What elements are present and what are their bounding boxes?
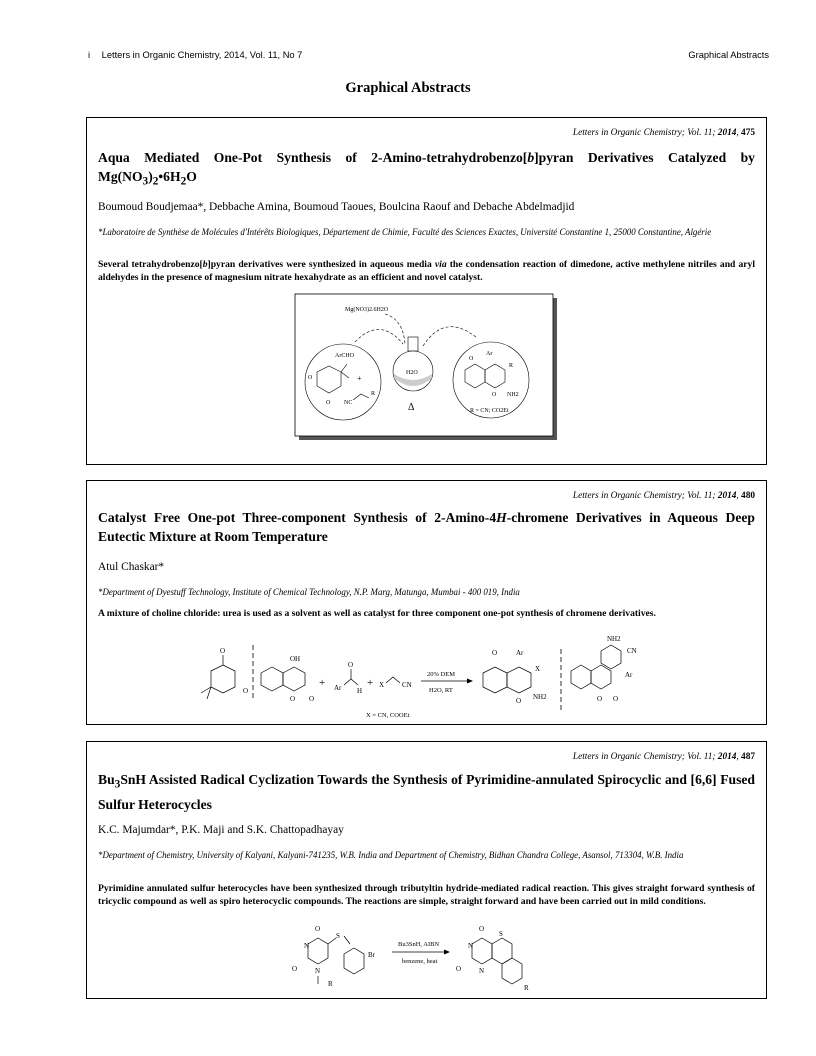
conditions-top: 20% DEM [427, 671, 455, 678]
product2-ring-b [591, 665, 611, 689]
aldehyde-label: ArCHO [335, 353, 354, 359]
product-n1: N [468, 942, 474, 950]
nitrile-cn: CN [402, 681, 412, 689]
citation-page[interactable]: 487 [741, 752, 755, 762]
citation-page[interactable]: 480 [741, 491, 755, 501]
product-ring-a [483, 667, 507, 693]
section-name: Graphical Abstracts [688, 50, 769, 60]
citation-year: 2014 [717, 491, 737, 501]
product-pyrimidine-ring [472, 938, 492, 964]
nitrile-chain [386, 677, 400, 683]
reaction-arrowhead [444, 950, 450, 955]
product2-ar: Ar [625, 671, 633, 679]
citation-year: 2014 [717, 128, 737, 138]
product-o-ring: O [492, 392, 497, 398]
reaction-scheme-3 [292, 926, 562, 994]
citation-page[interactable]: 475 [741, 128, 755, 138]
aldehyde-ar: Ar [334, 684, 342, 692]
product-s: S [499, 930, 503, 938]
aldehyde-o: O [348, 661, 354, 669]
abstract-title-3: $Bu_3SnH$ Assisted Radical Cyclization Towards the Synthesis of Pyrimidine-annulated Spirocyclic and [6,6] Fused Sulfur Heterocycles [98, 772, 755, 812]
coumarin-ring-b [283, 667, 305, 691]
dimedone-o2: O [326, 400, 331, 406]
product-o-ring: O [516, 697, 522, 705]
running-header [88, 50, 769, 64]
nitrile-x: X [379, 681, 385, 689]
dimedone-o1: O [220, 647, 226, 655]
citation-1: Letters in Organic Chemistry; Vol. 11; 2014, 475 [572, 128, 755, 138]
citation-3: Letters in Organic Chemistry; Vol. 11; 2014, 487 [572, 752, 755, 762]
coumarin-ring-a [261, 667, 283, 691]
product-ring-b [507, 667, 531, 693]
product-o-carbonyl: O [469, 356, 474, 362]
reaction-scheme-2 [183, 635, 653, 723]
reaction-arrowhead [467, 679, 473, 684]
summary-2: A mixture of choline chloride: urea is used as a solvent as well as catalyst for three component one-pot synthesis of chromene derivatives. [98, 608, 656, 619]
aldehyde-h: H [357, 687, 363, 695]
roman-page-number: i [88, 50, 91, 60]
journal-issue: Letters in Organic Chemistry, 2014, Vol. 11, No 7 [101, 50, 303, 60]
aldehyde-bond [344, 679, 358, 685]
running-header-left [88, 50, 302, 60]
authors-3: K.C. Majumdar*, P.K. Maji and S.K. Chattopadhayay [98, 824, 344, 836]
summary-1: Several tetrahydrobenzo[b]pyran derivatives were synthesized in aqueous media via the condensation reaction of dimedone, active methylene nitriles and aryl aldehydes in the presence of magnesium nitrate hexahydrate as an efficient and novel catalyst. [98, 259, 756, 283]
ch2-bond [344, 936, 350, 944]
conditions-bottom: H2O, RT [429, 687, 453, 694]
product2-cn: CN [627, 647, 637, 655]
reactant-n2: N [315, 967, 321, 975]
reaction-scheme-1 [295, 294, 559, 442]
abstract-box-2 [86, 480, 767, 725]
abstract-title-1: Aqua Mediated One-Pot Synthesis of 2-Amino-tetrahydrobenzo[b]pyran Derivatives Catalyzed by $Mg(NO_3)_2•6H_2O$ [98, 150, 755, 188]
citation-2: Letters in Organic Chemistry; Vol. 11; 2014, 480 [572, 491, 755, 501]
benzyl-ring [344, 948, 364, 974]
summary-3: Pyrimidine annulated sulfur heterocycles have been synthesized through tributyltin hydride-mediated radical reaction. This gives straight forward synthesis of tricyclic compound as well as spiro heterocyclic compounds. The reactions are simple, straight forward and have been carried out in mild conditions. [98, 883, 755, 907]
coumarin-o-ring: O [290, 695, 296, 703]
plus-sign-2: + [367, 677, 374, 689]
solvent-label: H2O [406, 370, 418, 376]
product-o-carbonyl: O [492, 649, 498, 657]
product-n2: N [479, 967, 485, 975]
plus-sign: + [357, 374, 362, 383]
product-nh2: NH2 [533, 693, 547, 701]
catalyst-label: Mg(NO3)2.6H2O [345, 307, 389, 313]
reactant-r: R [328, 980, 333, 988]
coumarin-o-carbonyl: O [309, 695, 315, 703]
product-nh2-label: NH2 [507, 392, 519, 398]
reactant-o-top: O [315, 925, 321, 933]
abstract-box-1 [86, 117, 767, 465]
product-benzo-ring [502, 958, 522, 984]
conditions-top: Bu3SnH, AIBN [398, 941, 440, 948]
reactant-s: S [336, 932, 340, 940]
product-ar-label: Ar [486, 351, 493, 357]
abstract-box-3 [86, 741, 767, 999]
product2-ring-c [601, 645, 621, 669]
pyrimidine-ring [308, 938, 328, 964]
dimedone-o2: O [243, 687, 249, 695]
product2-nh2: NH2 [607, 635, 621, 643]
product2-o-carbonyl: O [613, 695, 619, 703]
citation-year: 2014 [717, 752, 737, 762]
conditions-bottom: benzene, heat [402, 958, 438, 965]
affiliation-2: *Department of Dyestuff Technology, Institute of Chemical Technology, N.P. Marg, Matunga, Mumbai - 400 019, India [98, 587, 520, 597]
product-ar: Ar [516, 649, 524, 657]
nitrile-label: NC [344, 400, 353, 406]
product-o-top: O [479, 925, 485, 933]
nitrile-r-label: R [371, 391, 376, 397]
s-bond [328, 938, 336, 944]
reactant-o-bottom: O [292, 965, 298, 973]
product-x: X [535, 665, 541, 673]
authors-1: Boumoud Boudjemaa*, Debbache Amina, Boumoud Taoues, Boulcina Raouf and Debache Abdelmadjid [98, 201, 575, 213]
x-definition: X = CN, COOEt [366, 712, 410, 719]
product-r: R [524, 984, 529, 992]
authors-2: Atul Chaskar* [98, 561, 165, 573]
r-definition: R = CN; CO2Et [470, 408, 509, 414]
product2-o: O [597, 695, 603, 703]
plus-sign-1: + [319, 677, 326, 689]
product-o-bottom: O [456, 965, 462, 973]
reactant-br: Br [368, 951, 375, 959]
page-title: Graphical Abstracts [345, 80, 471, 96]
reactant-n1: N [304, 942, 310, 950]
dimedone-ring [211, 665, 235, 693]
abstract-title-2: Catalyst Free One-pot Three-component Synthesis of 2-Amino-4H-chromene Derivatives in Aqueous Deep Eutectic Mixture at Room Temperature [98, 510, 755, 544]
dimedone-o1: O [308, 375, 313, 381]
product-r-label: R [509, 363, 514, 369]
oh-label: OH [290, 655, 301, 663]
affiliation-3: *Department of Chemistry, University of Kalyani, Kalyani-741235, W.B. India and Department of Chemistry, Bidhan Chandra College, Asansol, 713304, W.B. India [98, 850, 684, 860]
product2-ring-a [571, 665, 591, 689]
heat-symbol: Δ [408, 402, 415, 413]
affiliation-1: *Laboratoire de Synthèse de Molécules d'Intérêts Biologiques, Département de Chimie, Faculté des Sciences Exactes, Université Constantine 1, 25000 Constantine, Algérie [98, 227, 712, 237]
